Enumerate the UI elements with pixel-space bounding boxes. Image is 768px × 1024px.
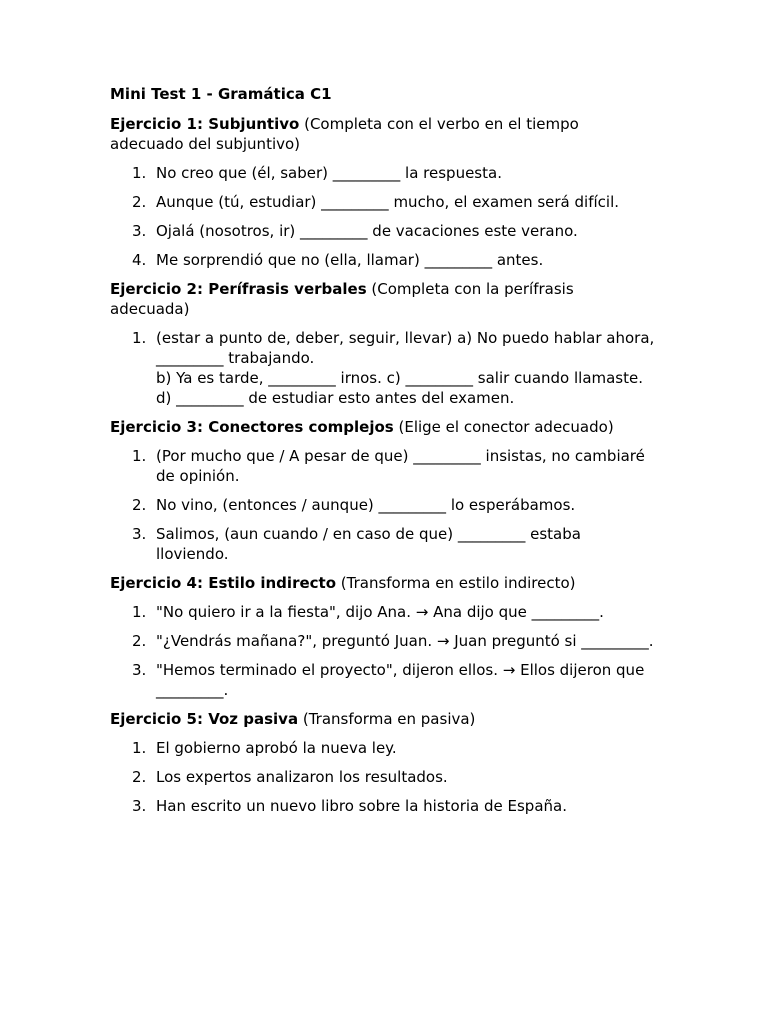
item-text: "¿Vendrás mañana?", preguntó Juan. → Juan preguntó si _________. (156, 632, 654, 650)
document-page (110, 84, 655, 825)
item-text: "No quiero ir a la fiesta", dijo Ana. → Ana dijo que _________. (156, 603, 604, 621)
list-item (110, 738, 655, 758)
document-title: Mini Test 1 - Gramática C1 (110, 85, 332, 103)
item-number: 1. (132, 447, 147, 465)
exercise-items (110, 738, 655, 816)
exercise-heading (110, 417, 655, 437)
exercise-section (110, 279, 655, 408)
item-number: 2. (132, 193, 147, 211)
list-item (110, 796, 655, 816)
item-number: 3. (132, 797, 147, 815)
item-number: 2. (132, 496, 147, 514)
exercise-heading (110, 279, 655, 319)
item-text: Han escrito un nuevo libro sobre la historia de España. (156, 797, 567, 815)
list-item (110, 602, 655, 622)
exercise-items (110, 328, 655, 408)
exercise-heading (110, 573, 655, 593)
list-item (110, 524, 655, 564)
exercise-label: Ejercicio 5: Voz pasiva (110, 710, 299, 728)
item-text: b) Ya es tarde, _________ irnos. c) _________ salir cuando llamaste. d) _________ de estudiar esto antes del examen. (156, 369, 644, 407)
list-item (110, 250, 655, 270)
item-number: 4. (132, 251, 147, 269)
item-text: Los expertos analizaron los resultados. (156, 768, 448, 786)
item-text: Ojalá (nosotros, ir) _________ de vacaciones este verano. (156, 222, 578, 240)
list-item (110, 163, 655, 183)
exercise-list (110, 114, 655, 816)
list-item (110, 495, 655, 515)
exercise-section (110, 709, 655, 816)
item-text: El gobierno aprobó la nueva ley. (156, 739, 397, 757)
item-text: (estar a punto de, deber, seguir, llevar) a) No puedo hablar ahora, _________ trabajando. (156, 329, 655, 367)
item-number: 1. (132, 739, 147, 757)
item-number: 3. (132, 661, 147, 679)
list-item (110, 328, 655, 408)
item-number: 2. (132, 632, 147, 650)
item-text: Salimos, (aun cuando / en caso de que) _________ estaba lloviendo. (156, 525, 581, 563)
list-item (110, 660, 655, 700)
exercise-label: Ejercicio 1: Subjuntivo (110, 115, 300, 133)
exercise-instruction: (Elige el conector adecuado) (393, 418, 614, 436)
item-text: Aunque (tú, estudiar) _________ mucho, el examen será difícil. (156, 193, 620, 211)
item-number: 1. (132, 329, 147, 347)
item-text: No vino, (entonces / aunque) _________ lo esperábamos. (156, 496, 576, 514)
item-number: 1. (132, 164, 147, 182)
exercise-instruction: (Completa con la perífrasis adecuada) (110, 280, 574, 318)
exercise-label: Ejercicio 2: Perífrasis verbales (110, 280, 367, 298)
exercise-items (110, 602, 655, 700)
exercise-instruction: (Transforma en estilo indirecto) (336, 574, 576, 592)
exercise-section (110, 573, 655, 700)
item-text: (Por mucho que / A pesar de que) _________ insistas, no cambiaré de opinión. (156, 447, 645, 485)
list-item (110, 631, 655, 651)
list-item (110, 221, 655, 241)
item-number: 1. (132, 603, 147, 621)
item-number: 3. (132, 525, 147, 543)
exercise-section (110, 114, 655, 270)
exercise-label: Ejercicio 3: Conectores complejos (110, 418, 394, 436)
item-text: "Hemos terminado el proyecto", dijeron ellos. → Ellos dijeron que _________. (156, 661, 645, 699)
exercise-heading (110, 114, 655, 154)
exercise-items (110, 446, 655, 564)
item-number: 3. (132, 222, 147, 240)
item-text: No creo que (él, saber) _________ la respuesta. (156, 164, 502, 182)
exercise-label: Ejercicio 4: Estilo indirecto (110, 574, 337, 592)
list-item (110, 767, 655, 787)
item-text: Me sorprendió que no (ella, llamar) _________ antes. (156, 251, 544, 269)
exercise-instruction: (Transforma en pasiva) (298, 710, 476, 728)
exercise-section (110, 417, 655, 564)
exercise-heading (110, 709, 655, 729)
list-item (110, 446, 655, 486)
exercise-items (110, 163, 655, 270)
list-item (110, 192, 655, 212)
item-number: 2. (132, 768, 147, 786)
exercise-instruction: (Completa con el verbo en el tiempo adecuado del subjuntivo) (110, 115, 579, 153)
